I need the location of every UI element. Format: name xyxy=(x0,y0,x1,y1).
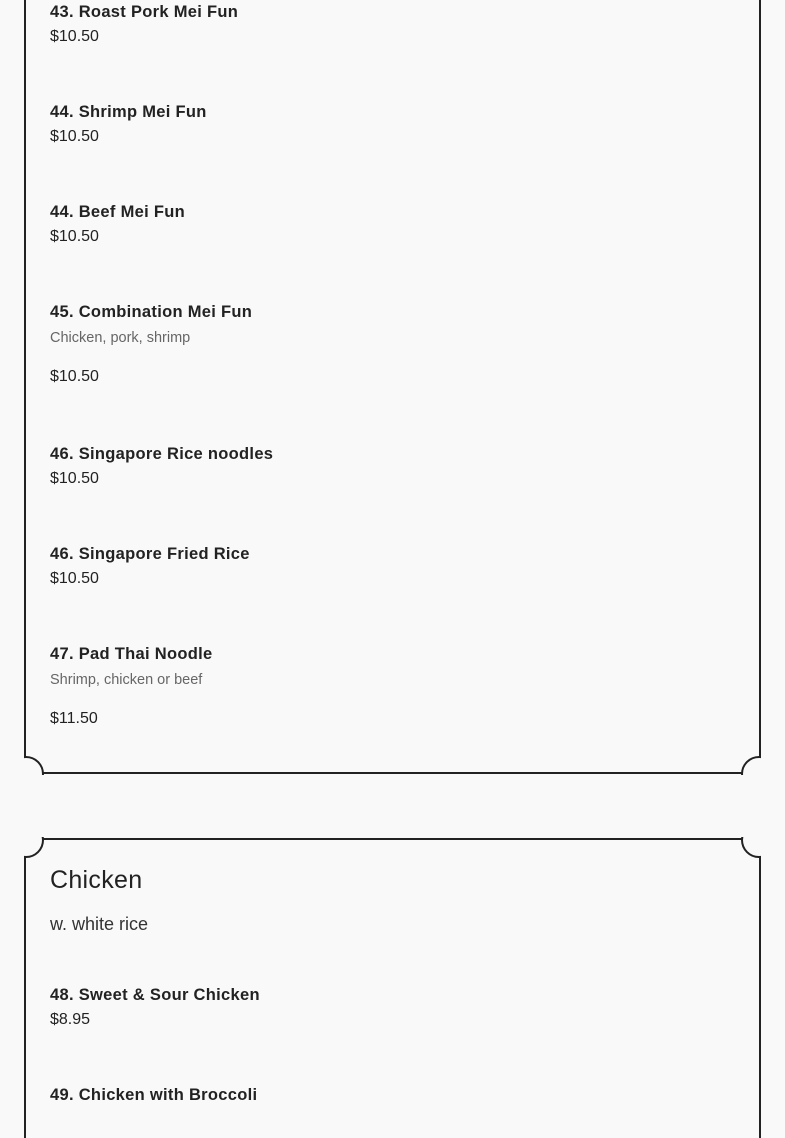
menu-item-name: 48. Sweet & Sour Chicken xyxy=(50,986,260,1004)
menu-item-name: 46. Singapore Fried Rice xyxy=(50,545,250,563)
menu-item xyxy=(50,1086,257,1105)
menu-item xyxy=(50,545,250,588)
section-title: Chicken xyxy=(50,866,143,894)
menu-item-price: $8.95 xyxy=(50,1011,91,1028)
menu-item-name: 49. Chicken with Broccoli xyxy=(50,1086,258,1104)
menu-item-name: 45. Combination Mei Fun xyxy=(50,303,253,321)
menu-item xyxy=(50,303,252,386)
menu-item xyxy=(50,3,238,46)
menu-item-name: 44. Beef Mei Fun xyxy=(50,203,185,221)
menu-item-name: 43. Roast Pork Mei Fun xyxy=(50,3,239,21)
section-subtitle: w. white rice xyxy=(50,914,149,934)
menu-item xyxy=(50,103,207,146)
menu-item-price: $10.50 xyxy=(50,570,99,587)
menu-item-name: 47. Pad Thai Noodle xyxy=(50,645,213,663)
corner-cover xyxy=(761,800,785,860)
menu-item-description: Chicken, pork, shrimp xyxy=(50,330,191,346)
menu-item xyxy=(50,445,273,488)
menu-item-description: Shrimp, chicken or beef xyxy=(50,672,203,688)
menu-item-price: $10.50 xyxy=(50,228,99,245)
menu-item xyxy=(50,203,185,246)
menu-item xyxy=(50,645,212,728)
menu-item xyxy=(50,986,260,1029)
menu-item-price: $10.50 xyxy=(50,28,99,45)
menu-item-price: $10.50 xyxy=(50,470,99,487)
menu-item-price: $11.50 xyxy=(50,710,98,727)
corner-cover xyxy=(0,800,24,860)
menu-item-name: 44. Shrimp Mei Fun xyxy=(50,103,207,121)
menu-item-price: $10.50 xyxy=(50,368,99,385)
menu-item-name: 46. Singapore Rice noodles xyxy=(50,445,274,463)
menu-item-price: $10.50 xyxy=(50,128,99,145)
